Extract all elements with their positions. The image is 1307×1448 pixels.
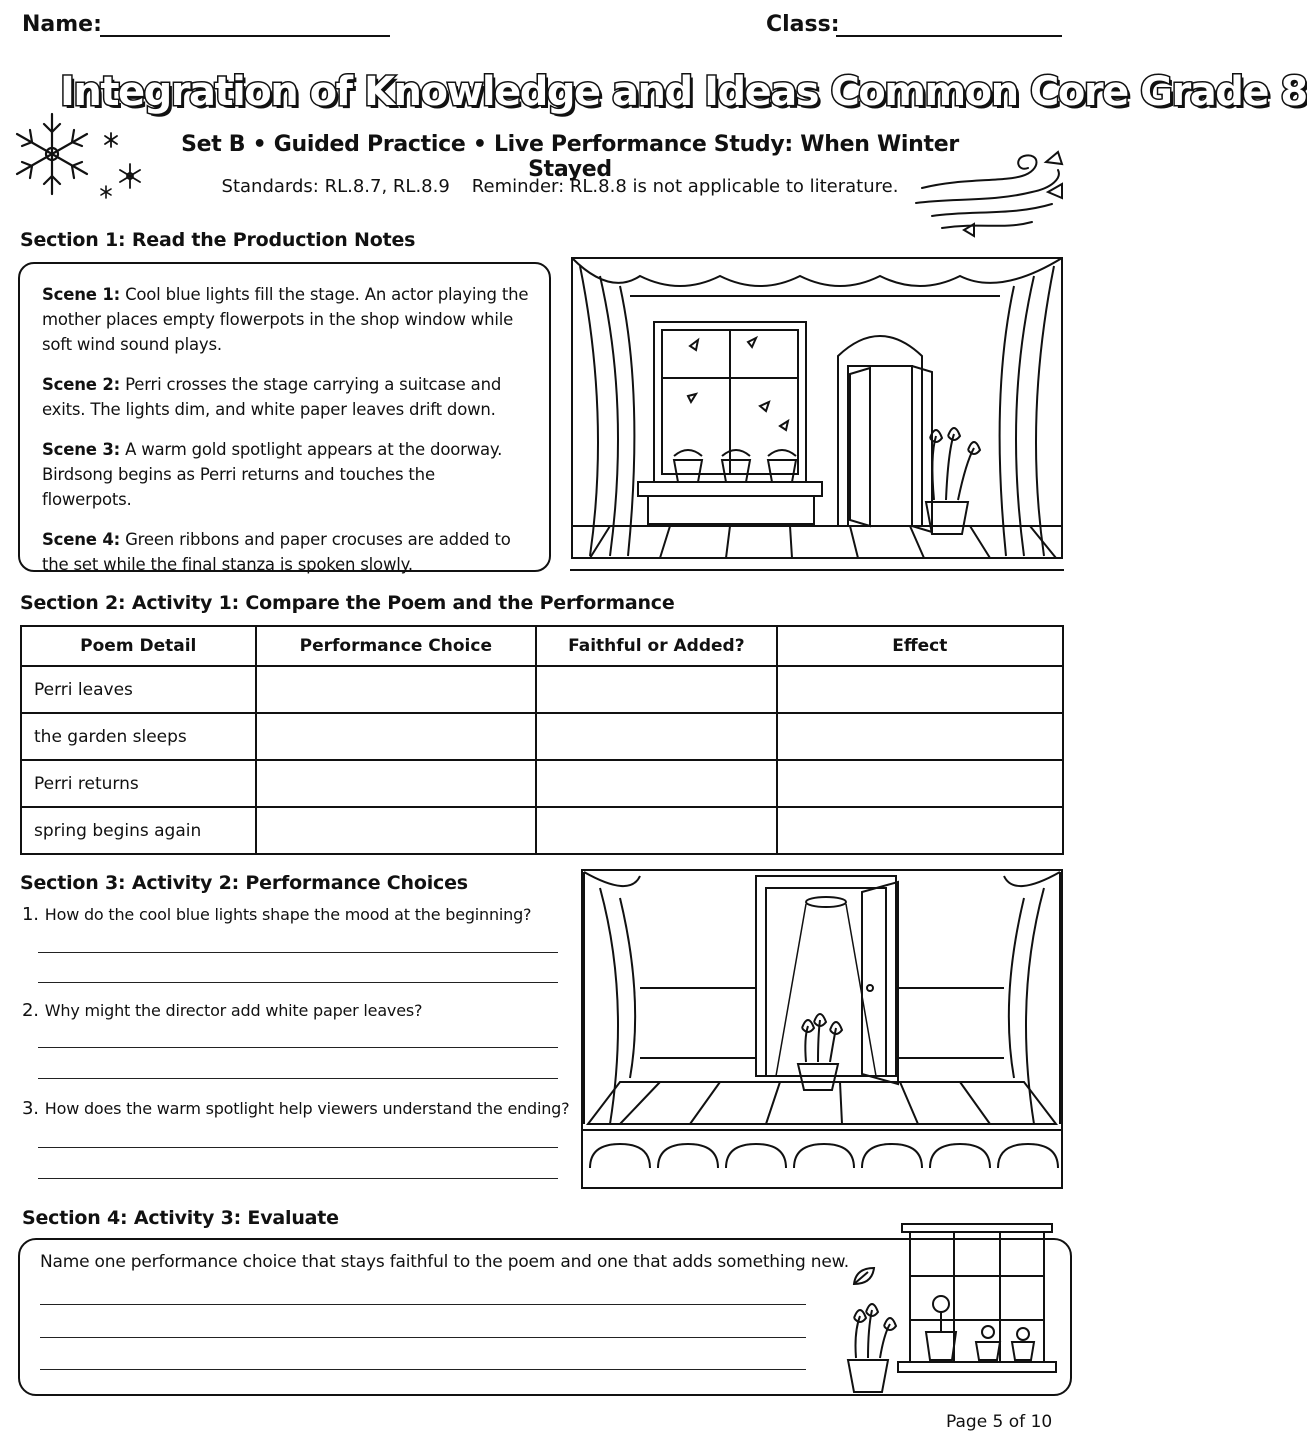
name-field[interactable]: [100, 35, 390, 37]
answer-line[interactable]: [38, 982, 558, 983]
section4-title: Section 4: Activity 3: Evaluate: [22, 1207, 339, 1229]
note-scene-2: [42, 372, 529, 422]
question-1: [22, 904, 531, 925]
answer-cell[interactable]: [777, 666, 1063, 713]
name-label: Name:: [22, 12, 102, 37]
poem-detail-cell: Perri returns: [21, 760, 256, 807]
question-number: 1.: [22, 904, 39, 925]
production-notes-box: [18, 262, 551, 572]
answer-line[interactable]: [38, 1147, 558, 1148]
table-row: [21, 760, 1063, 807]
class-field[interactable]: [836, 35, 1062, 37]
column-header: Performance Choice: [256, 626, 537, 666]
answer-line[interactable]: [38, 1047, 558, 1048]
stage-spotlight-illustration: [580, 868, 1064, 1190]
answer-line[interactable]: [38, 1178, 558, 1179]
answer-cell[interactable]: [536, 713, 777, 760]
answer-line[interactable]: [40, 1337, 806, 1338]
evaluate-prompt: Name one performance choice that stays faithful to the poem and one that adds something new.: [40, 1252, 849, 1272]
answer-cell[interactable]: [256, 760, 537, 807]
section1-title: Section 1: Read the Production Notes: [20, 229, 416, 251]
answer-cell[interactable]: [777, 807, 1063, 854]
question-text: How do the cool blue lights shape the mood at the beginning?: [44, 905, 532, 924]
note-label: Scene 3:: [42, 440, 121, 459]
answer-cell[interactable]: [256, 807, 537, 854]
table-row: [21, 666, 1063, 713]
snowflake-icon: [6, 104, 146, 204]
note-text: Perri crosses the stage carrying a suitcase and exits. The lights dim, and white paper leaves drift down.: [42, 375, 502, 419]
question-number: 2.: [22, 1000, 39, 1021]
window-flowerpots-illustration: [832, 1220, 1062, 1396]
note-text: A warm gold spotlight appears at the doorway. Birdsong begins as Perri returns and touches the flowerpots.: [42, 440, 503, 509]
column-header: Effect: [777, 626, 1063, 666]
note-text: Cool blue lights fill the stage. An actor playing the mother places empty flowerpots in the shop window while soft wind sound plays.: [42, 285, 529, 354]
poem-detail-cell: the garden sleeps: [21, 713, 256, 760]
answer-line[interactable]: [38, 952, 558, 953]
answer-cell[interactable]: [536, 666, 777, 713]
answer-cell[interactable]: [256, 713, 537, 760]
question-3: [22, 1098, 569, 1119]
answer-line[interactable]: [40, 1369, 806, 1370]
column-header: Faithful or Added?: [536, 626, 777, 666]
comparison-table: [20, 625, 1064, 855]
note-scene-1: [42, 282, 529, 357]
poem-detail-cell: spring begins again: [21, 807, 256, 854]
answer-cell[interactable]: [777, 760, 1063, 807]
section2-title: Section 2: Activity 1: Compare the Poem and the Performance: [20, 592, 675, 614]
note-label: Scene 1:: [42, 285, 121, 304]
note-label: Scene 4:: [42, 530, 121, 549]
class-label: Class:: [766, 12, 840, 37]
note-scene-3: [42, 437, 529, 512]
leaf-icon: [850, 1264, 878, 1288]
stage-window-illustration: [570, 256, 1064, 574]
question-2: [22, 1000, 422, 1021]
answer-line[interactable]: [40, 1304, 806, 1305]
wind-icon: [912, 148, 1082, 238]
note-scene-4: [42, 527, 529, 577]
page-title: Integration of Knowledge and Ideas Common Core Grade 8: [60, 69, 1307, 115]
standards-text: Standards: RL.8.7, RL.8.9: [221, 176, 450, 197]
question-text: How does the warm spotlight help viewers understand the ending?: [44, 1099, 570, 1118]
note-label: Scene 2:: [42, 375, 121, 394]
answer-cell[interactable]: [536, 760, 777, 807]
reminder-text: Reminder: RL.8.8 is not applicable to literature.: [471, 176, 899, 197]
note-text: Green ribbons and paper crocuses are added to the set while the final stanza is spoken slowly.: [42, 530, 511, 574]
answer-cell[interactable]: [536, 807, 777, 854]
table-row: [21, 713, 1063, 760]
column-header: Poem Detail: [21, 626, 256, 666]
page-number: Page 5 of 10: [946, 1412, 1053, 1432]
standards-line: [180, 176, 940, 197]
page-subtitle: Set B • Guided Practice • Live Performance Study: When Winter Stayed: [181, 132, 959, 182]
table-row: [21, 807, 1063, 854]
answer-line[interactable]: [38, 1078, 558, 1079]
poem-detail-cell: Perri leaves: [21, 666, 256, 713]
table-header-row: [21, 626, 1063, 666]
answer-cell[interactable]: [256, 666, 537, 713]
answer-cell[interactable]: [777, 713, 1063, 760]
section3-title: Section 3: Activity 2: Performance Choices: [20, 872, 468, 894]
question-text: Why might the director add white paper leaves?: [44, 1001, 423, 1020]
question-number: 3.: [22, 1098, 39, 1119]
